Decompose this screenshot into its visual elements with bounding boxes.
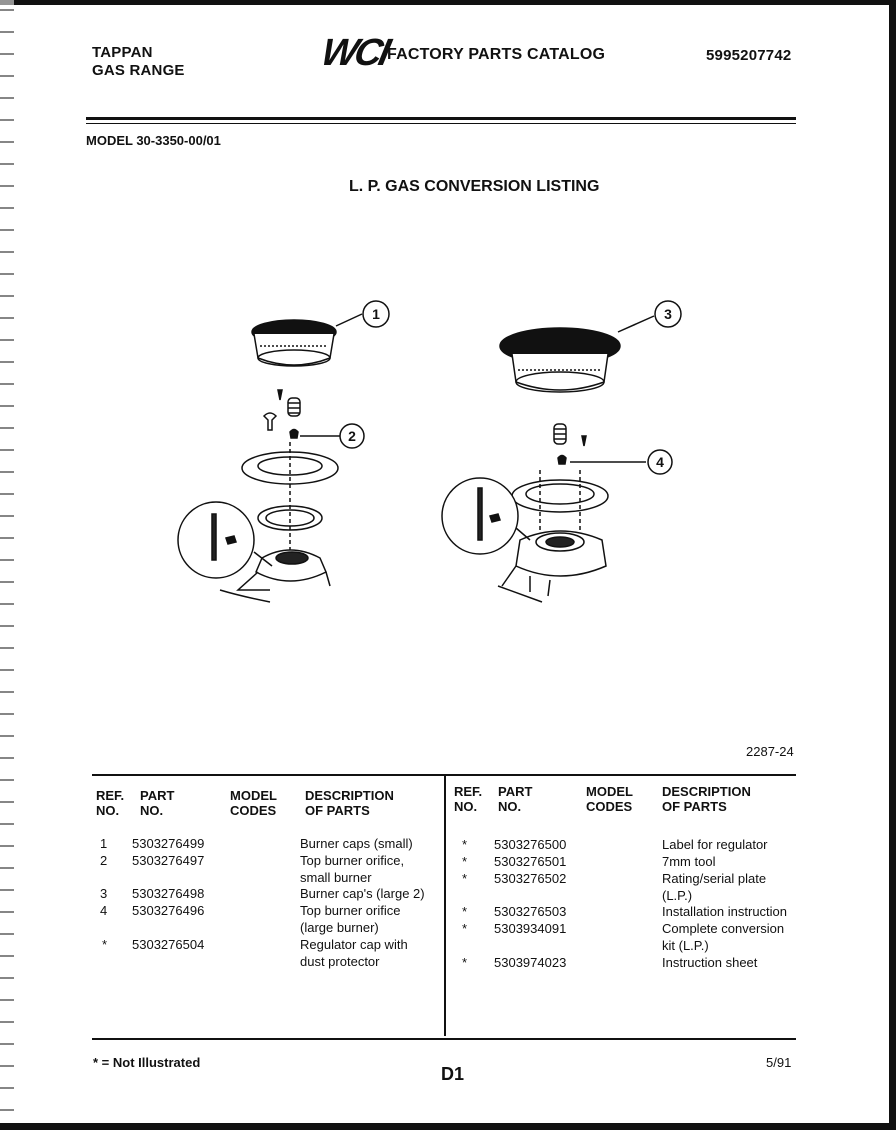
burner-exploded-diagram — [150, 290, 710, 620]
header-part-right: PART NO. — [498, 784, 533, 814]
header-desc-left: DESCRIPTION OF PARTS — [305, 788, 394, 818]
page-number: D1 — [441, 1064, 465, 1084]
large-burner-screws — [554, 424, 586, 464]
header-model-right: MODEL CODES — [586, 784, 633, 814]
callout-2: 2 — [348, 428, 356, 444]
scan-border-top — [0, 0, 896, 5]
table-divider — [444, 774, 446, 1036]
small-burner-spreader — [242, 442, 338, 550]
drawing-number: 2287-24 — [746, 744, 794, 759]
brand-name: TAPPAN — [92, 44, 153, 61]
header-rule — [86, 117, 796, 120]
model-number: MODEL 30-3350-00/01 — [86, 133, 221, 148]
large-burner-cap — [500, 328, 620, 392]
callout-3: 3 — [664, 306, 672, 322]
wci-logo: WCI — [317, 32, 392, 74]
product-type: GAS RANGE — [92, 62, 185, 79]
large-burner-spreader — [512, 470, 608, 540]
small-burner-screws — [264, 390, 300, 438]
scan-border-bottom — [0, 1123, 896, 1130]
header-ref-left: REF. NO. — [96, 788, 125, 818]
header-part-left: PART NO. — [140, 788, 175, 818]
header-desc-right: DESCRIPTION OF PARTS — [662, 784, 751, 814]
scan-border-right — [889, 0, 896, 1130]
revision-date: 5/91 — [766, 1055, 792, 1070]
callout-1: 1 — [372, 306, 380, 322]
catalog-number: 5995207742 — [706, 47, 792, 64]
catalog-title: FACTORY PARTS CATALOG — [387, 46, 606, 63]
small-burner-cap — [252, 320, 336, 366]
large-burner-base — [498, 531, 606, 602]
scan-border-left — [0, 0, 14, 1130]
header-rule-thin — [86, 123, 796, 124]
not-illustrated-note: * = Not Illustrated — [93, 1055, 201, 1070]
callout-4: 4 — [656, 454, 664, 470]
header-ref-right: REF. NO. — [454, 784, 483, 814]
header-model-left: MODEL CODES — [230, 788, 277, 818]
page-title: L. P. GAS CONVERSION LISTING — [349, 178, 600, 195]
